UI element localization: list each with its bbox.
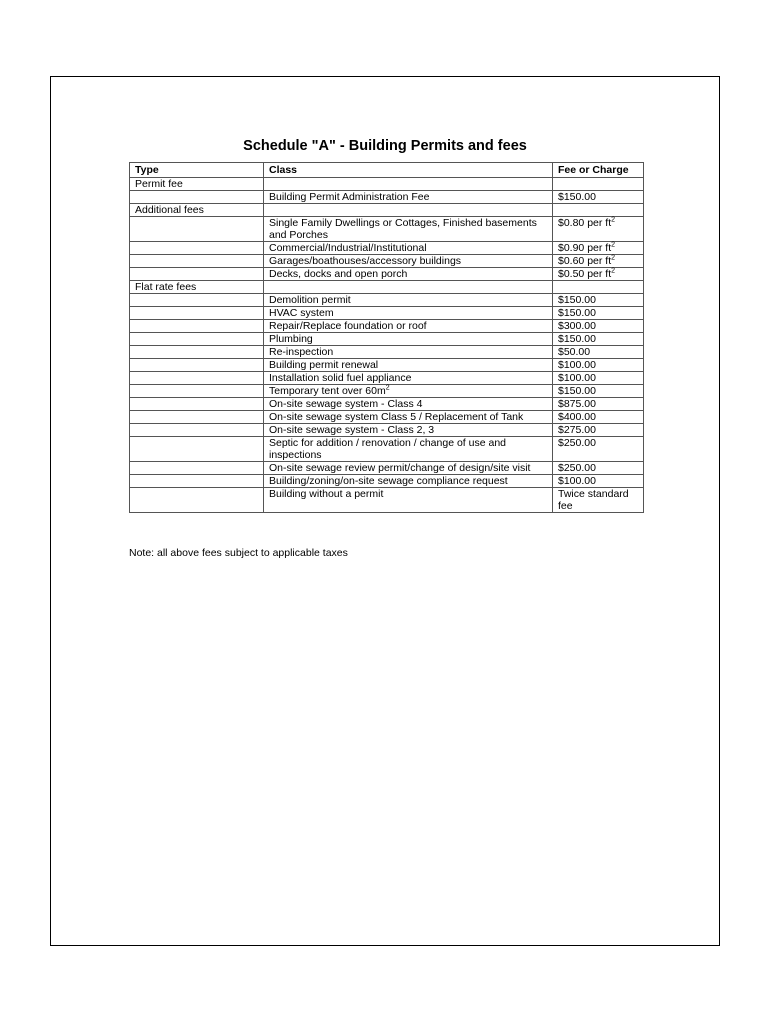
cell-fee-text: $50.00	[558, 346, 591, 358]
cell-class	[264, 424, 553, 437]
cell-fee	[553, 281, 644, 294]
table-row	[130, 424, 644, 437]
cell-class-text: Septic for addition / renovation / change of use and inspections	[269, 437, 506, 461]
cell-class	[264, 191, 553, 204]
cell-class-text: Garages/boathouses/accessory buildings	[269, 255, 462, 267]
table-row	[130, 462, 644, 475]
table-row	[130, 320, 644, 333]
cell-fee-text: $0.80 per ft	[558, 217, 612, 229]
cell-fee	[553, 424, 644, 437]
cell-class-text: On-site sewage system - Class 2, 3	[269, 424, 435, 436]
cell-class	[264, 411, 553, 424]
cell-type	[130, 242, 264, 255]
cell-class	[264, 475, 553, 488]
cell-fee-text: $150.00	[558, 294, 596, 306]
cell-fee-text: $300.00	[558, 320, 596, 332]
cell-class	[264, 242, 553, 255]
cell-class	[264, 488, 553, 513]
table-row	[130, 191, 644, 204]
cell-class-text: On-site sewage system Class 5 / Replacement of Tank	[269, 411, 524, 423]
cell-fee-superscript: 2	[611, 254, 616, 262]
cell-fee	[553, 411, 644, 424]
cell-fee	[553, 385, 644, 398]
table-row	[130, 281, 644, 294]
cell-type	[130, 178, 264, 191]
cell-class-text: Installation solid fuel appliance	[269, 372, 412, 384]
fee-table-body	[130, 178, 644, 513]
header-class: Class	[264, 163, 553, 178]
cell-fee-text: $0.60 per ft	[558, 255, 612, 267]
cell-fee-text: $150.00	[558, 333, 596, 345]
table-row	[130, 411, 644, 424]
cell-class-text: Building without a permit	[269, 488, 384, 500]
cell-class-text: Repair/Replace foundation or roof	[269, 320, 427, 332]
cell-fee	[553, 333, 644, 346]
document-title: Schedule "A" - Building Permits and fees	[243, 138, 527, 154]
cell-type	[130, 333, 264, 346]
cell-class	[264, 178, 553, 191]
cell-class-text: Building Permit Administration Fee	[269, 191, 430, 203]
cell-type	[130, 462, 264, 475]
cell-class-text: Temporary tent over 60m	[269, 385, 386, 397]
cell-type	[130, 255, 264, 268]
cell-fee-text: Twice standard fee	[558, 488, 629, 512]
cell-class-text: Commercial/Industrial/Institutional	[269, 242, 427, 254]
cell-fee-text: $250.00	[558, 462, 596, 474]
cell-fee-text: $100.00	[558, 475, 596, 487]
table-row	[130, 333, 644, 346]
cell-class-text: Decks, docks and open porch	[269, 268, 408, 280]
table-row	[130, 488, 644, 513]
cell-type	[130, 385, 264, 398]
cell-fee	[553, 488, 644, 513]
cell-fee	[553, 372, 644, 385]
cell-fee	[553, 475, 644, 488]
table-row	[130, 359, 644, 372]
cell-class	[264, 398, 553, 411]
cell-type-text: Permit fee	[135, 178, 183, 190]
cell-class	[264, 462, 553, 475]
cell-type-text: Flat rate fees	[135, 281, 197, 293]
fee-table	[129, 162, 644, 513]
cell-type	[130, 294, 264, 307]
cell-type	[130, 204, 264, 217]
cell-type	[130, 217, 264, 242]
table-row	[130, 346, 644, 359]
cell-fee-superscript: 2	[611, 216, 616, 224]
cell-type	[130, 359, 264, 372]
table-row	[130, 242, 644, 255]
cell-fee-text: $100.00	[558, 372, 596, 384]
header-fee-text: Fee or Charge	[558, 164, 629, 176]
cell-type	[130, 424, 264, 437]
cell-class-text: Re-inspection	[269, 346, 334, 358]
cell-fee-superscript: 2	[611, 241, 616, 249]
header-type: Type	[130, 163, 264, 178]
header-fee	[553, 163, 644, 178]
cell-class-text: Building permit renewal	[269, 359, 379, 371]
cell-fee-text: $150.00	[558, 307, 596, 319]
table-header-row	[130, 163, 644, 178]
cell-type	[130, 281, 264, 294]
cell-class	[264, 320, 553, 333]
cell-fee-text: $275.00	[558, 424, 596, 436]
cell-type	[130, 346, 264, 359]
cell-fee-text: $0.50 per ft	[558, 268, 612, 280]
cell-class	[264, 268, 553, 281]
cell-fee	[553, 204, 644, 217]
cell-type	[130, 411, 264, 424]
cell-fee	[553, 191, 644, 204]
cell-class	[264, 294, 553, 307]
cell-class	[264, 217, 553, 242]
cell-class	[264, 372, 553, 385]
cell-class	[264, 281, 553, 294]
cell-type	[130, 320, 264, 333]
cell-fee	[553, 255, 644, 268]
cell-type	[130, 475, 264, 488]
cell-fee	[553, 462, 644, 475]
cell-fee	[553, 294, 644, 307]
cell-fee	[553, 178, 644, 191]
cell-class-text: On-site sewage review permit/change of design/site visit	[269, 462, 531, 474]
cell-fee-text: $150.00	[558, 191, 596, 203]
cell-fee	[553, 307, 644, 320]
cell-type	[130, 488, 264, 513]
table-row	[130, 385, 644, 398]
cell-fee-text: $250.00	[558, 437, 596, 449]
cell-type	[130, 437, 264, 462]
cell-class	[264, 385, 553, 398]
cell-class-text: Plumbing	[269, 333, 313, 345]
cell-class	[264, 333, 553, 346]
cell-fee-text: $0.90 per ft	[558, 242, 612, 254]
cell-fee	[553, 437, 644, 462]
cell-class	[264, 437, 553, 462]
table-row	[130, 294, 644, 307]
cell-class	[264, 204, 553, 217]
cell-fee	[553, 242, 644, 255]
cell-fee	[553, 346, 644, 359]
cell-class-superscript: 2	[385, 384, 390, 392]
cell-fee	[553, 320, 644, 333]
cell-fee-text: $150.00	[558, 385, 596, 397]
cell-class	[264, 255, 553, 268]
cell-fee-superscript: 2	[611, 267, 616, 275]
cell-type-text: Additional fees	[135, 204, 204, 216]
table-row	[130, 398, 644, 411]
cell-class-text: On-site sewage system - Class 4	[269, 398, 423, 410]
cell-class	[264, 346, 553, 359]
table-row	[130, 204, 644, 217]
table-row	[130, 307, 644, 320]
table-row	[130, 437, 644, 462]
table-row	[130, 268, 644, 281]
cell-class-text: Building/zoning/on-site sewage compliance request	[269, 475, 508, 487]
table-row	[130, 178, 644, 191]
table-row	[130, 255, 644, 268]
cell-class	[264, 359, 553, 372]
cell-class-text: HVAC system	[269, 307, 334, 319]
cell-type	[130, 191, 264, 204]
cell-fee-text: $100.00	[558, 359, 596, 371]
table-row	[130, 475, 644, 488]
cell-fee	[553, 359, 644, 372]
table-row	[130, 217, 644, 242]
cell-fee	[553, 268, 644, 281]
cell-fee-text: $400.00	[558, 411, 596, 423]
footnote: Note: all above fees subject to applicable taxes	[129, 547, 348, 559]
cell-fee	[553, 398, 644, 411]
cell-type	[130, 398, 264, 411]
table-row	[130, 372, 644, 385]
cell-type	[130, 372, 264, 385]
cell-class	[264, 307, 553, 320]
cell-type	[130, 268, 264, 281]
cell-fee-text: $875.00	[558, 398, 596, 410]
cell-fee	[553, 217, 644, 242]
cell-type	[130, 307, 264, 320]
cell-class-text: Single Family Dwellings or Cottages, Finished basements and Porches	[269, 217, 537, 241]
cell-class-text: Demolition permit	[269, 294, 351, 306]
